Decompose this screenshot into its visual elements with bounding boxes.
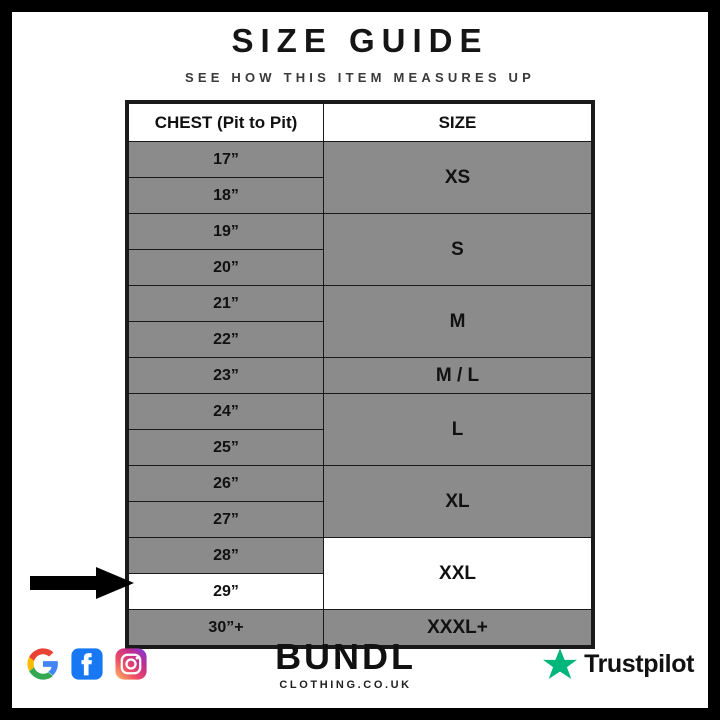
column-header-chest: CHEST (Pit to Pit): [129, 104, 324, 142]
table-row: [129, 358, 592, 394]
table-row: [129, 466, 592, 502]
footer: [12, 628, 708, 700]
instagram-icon[interactable]: [114, 647, 148, 681]
size-cell: XS: [324, 142, 592, 214]
size-cell: L: [324, 394, 592, 466]
table-row: [129, 286, 592, 322]
table-header-row: [129, 104, 592, 142]
page-subtitle: SEE HOW THIS ITEM MEASURES UP: [184, 70, 536, 85]
chest-cell: 27”: [129, 502, 324, 538]
chest-cell: 26”: [129, 466, 324, 502]
size-cell: XXL: [324, 538, 592, 610]
brand-website: CLOTHING.CO.UK: [279, 679, 412, 691]
table-row: [129, 214, 592, 250]
size-cell: XL: [324, 466, 592, 538]
brand-name: BUNDL: [275, 636, 417, 677]
chest-cell-highlighted: 29”: [129, 574, 324, 610]
chest-cell: 23”: [129, 358, 324, 394]
brand-logo: [275, 636, 417, 691]
size-cell: S: [324, 214, 592, 286]
table-row: [129, 394, 592, 430]
chest-cell: 20”: [129, 250, 324, 286]
chest-cell: 22”: [129, 322, 324, 358]
chest-cell: 28”: [129, 538, 324, 574]
size-cell: M / L: [324, 358, 592, 394]
table-row: [129, 142, 592, 178]
table-row: [129, 538, 592, 574]
facebook-icon[interactable]: [70, 647, 104, 681]
size-guide-card: [12, 12, 708, 708]
chest-cell: 24”: [129, 394, 324, 430]
chest-cell: 21”: [129, 286, 324, 322]
trustpilot-badge[interactable]: [543, 647, 694, 681]
size-table: [128, 103, 592, 646]
size-table-wrapper: [125, 100, 595, 649]
google-icon[interactable]: [26, 647, 60, 681]
social-links: [26, 647, 148, 681]
page-title: SIZE GUIDE: [231, 22, 489, 59]
chest-cell: 30”+: [129, 610, 324, 646]
chest-cell: 18”: [129, 178, 324, 214]
size-cell: M: [324, 286, 592, 358]
column-header-size: SIZE: [324, 104, 592, 142]
chest-cell: 19”: [129, 214, 324, 250]
trustpilot-label: Trustpilot: [584, 649, 694, 678]
trustpilot-star-icon: [543, 647, 577, 681]
chest-cell: 25”: [129, 430, 324, 466]
chest-cell: 17”: [129, 142, 324, 178]
arrow-pointer-icon: [30, 566, 134, 600]
size-cell: XXXL+: [324, 610, 592, 646]
